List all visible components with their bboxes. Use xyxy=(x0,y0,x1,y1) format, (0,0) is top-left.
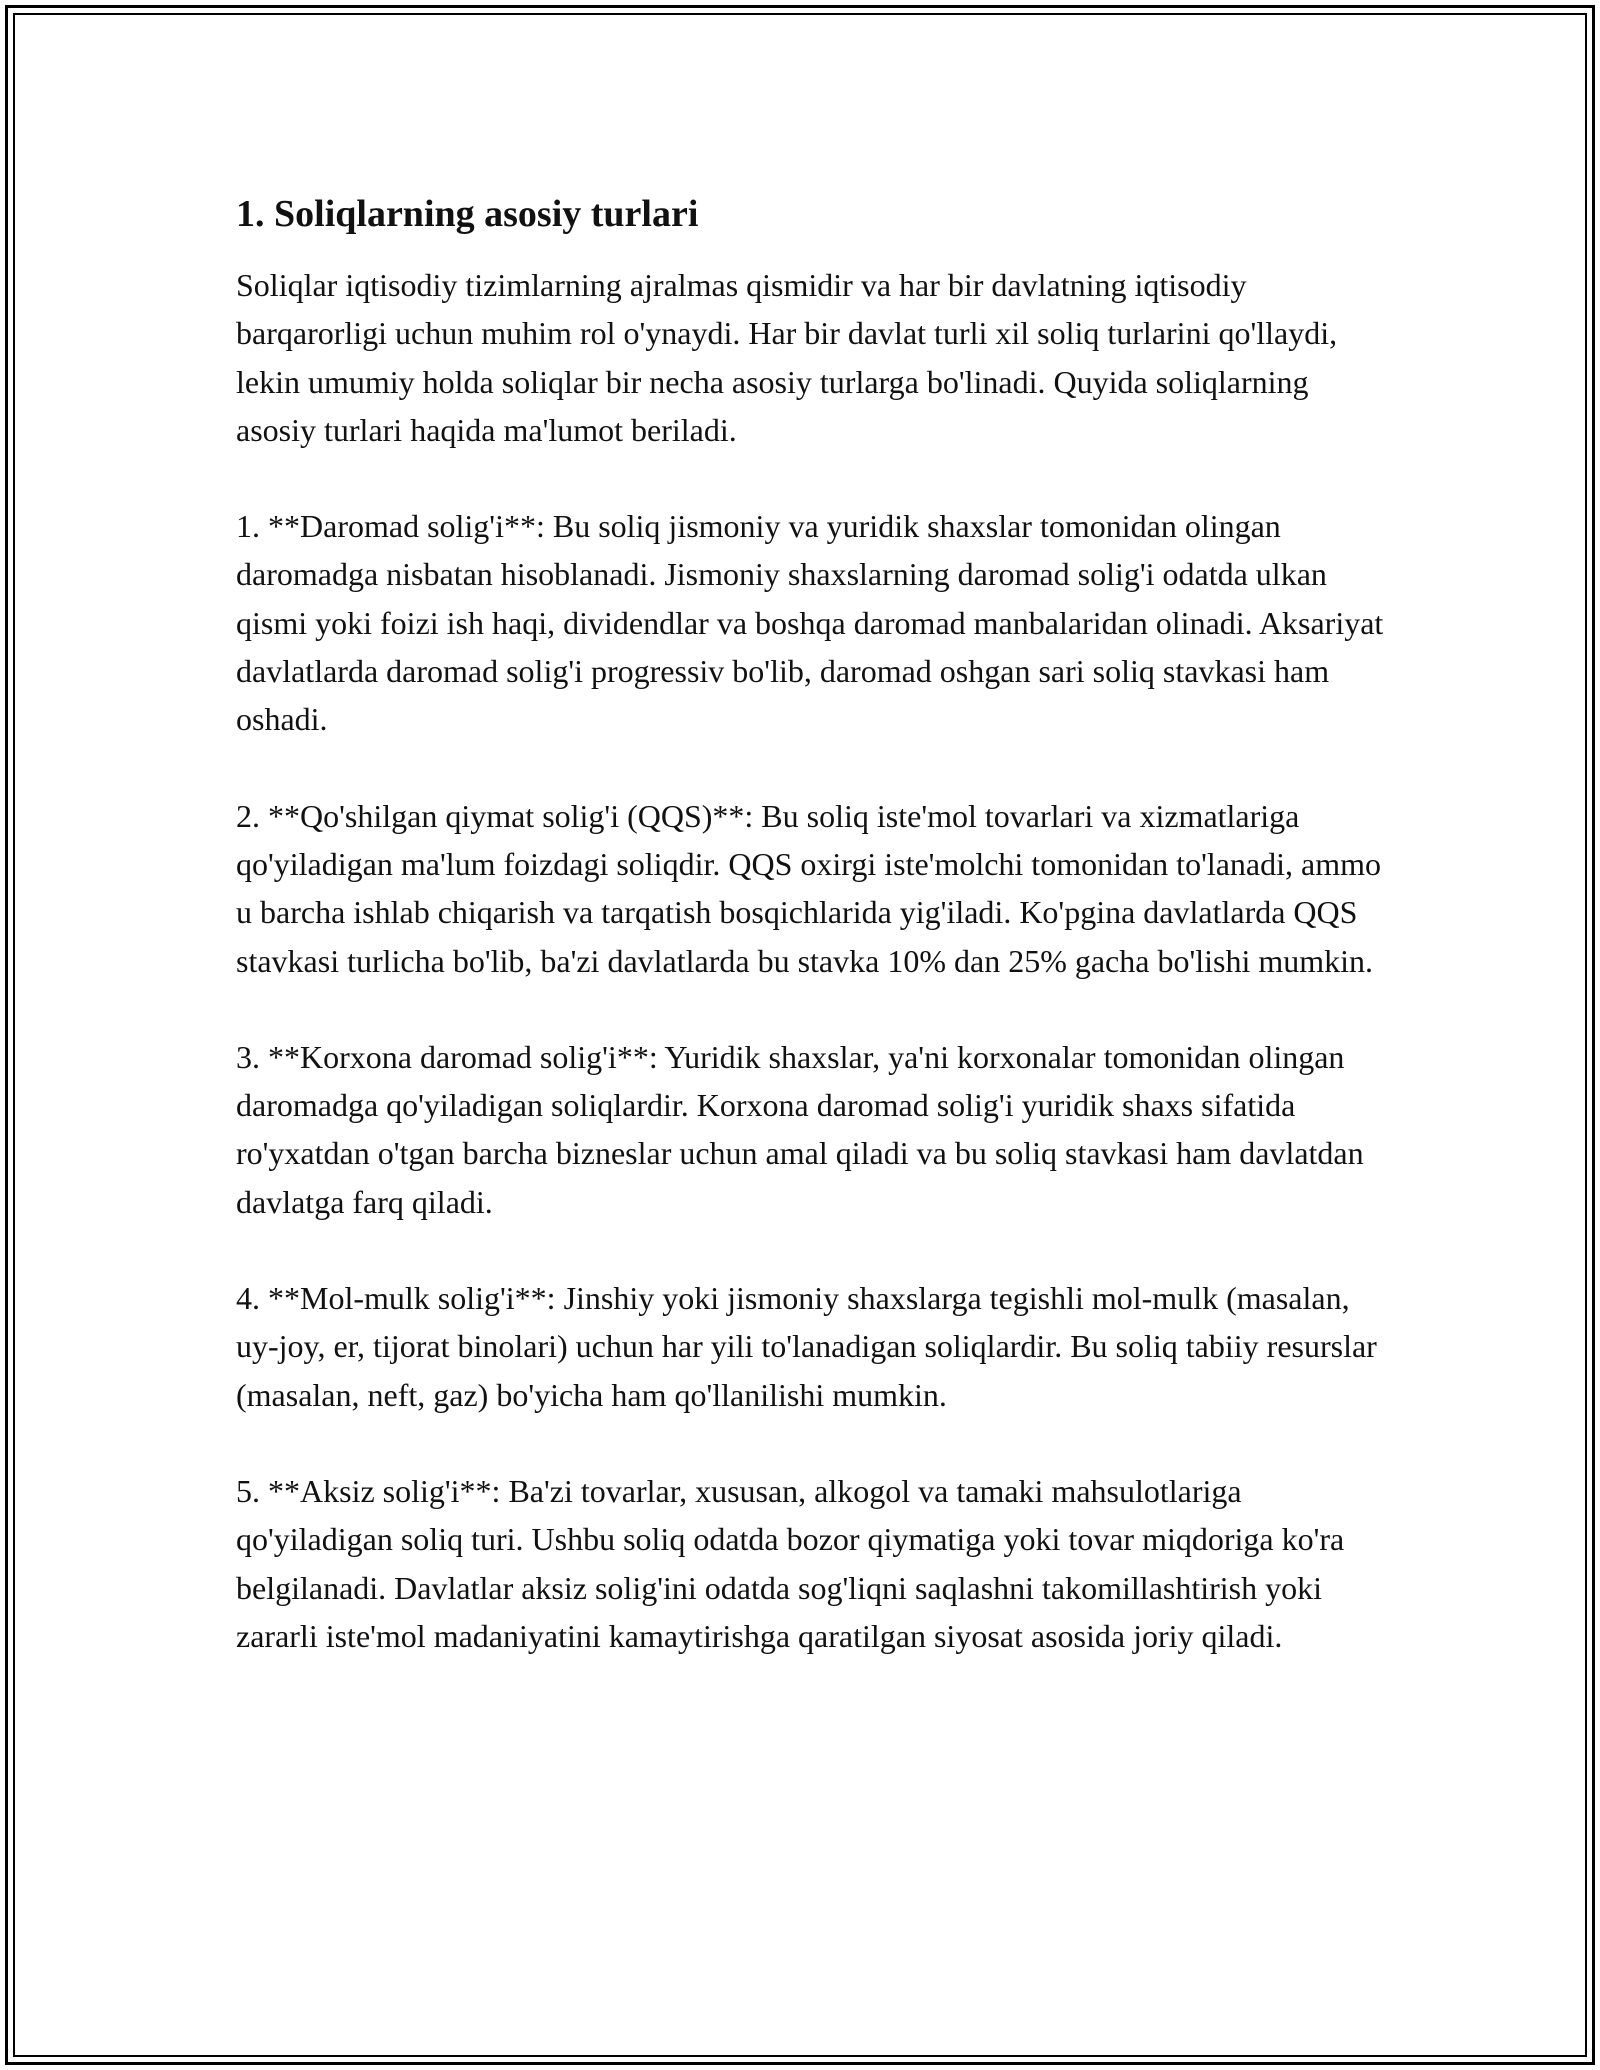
income-tax-paragraph: 1. **Daromad solig'i**: Bu soliq jismoniy va yuridik shaxslar tomonidan olingan daromadga nisbatan hisoblanadi. Jismoniy shaxslarning daromad solig'i odatda ulkan qismi yoki foizi ish haqi, dividendlar va boshqa daromad manbalaridan olinadi. Aksariyat davlatlarda daromad solig'i progressiv bo'lib, daromad oshgan sari soliq stavkasi ham oshadi. xyxy=(236,508,1384,738)
excise-tax-paragraph: 5. **Aksiz solig'i**: Ba'zi tovarlar, xususan, alkogol va tamaki mahsulotlariga qo'yiladigan soliq turi. Ushbu soliq odatda bozor qiymatiga yoki tovar miqdoriga ko'ra belgilanadi. Davlatlar aksiz solig'ini odatda sog'liqni saqlashni takomillashtirish yoki zararli iste'mol madaniyatini kamaytirishga qaratilgan siyosat asosida joriy qiladi. xyxy=(236,1472,1345,1654)
intro-paragraph: Soliqlar iqtisodiy tizimlarning ajralmas qismidir va har bir davlatning iqtisodiy barqarorligi uchun muhim rol o'ynaydi. Har bir davlat turli xil soliq turlarini qo'llaydi, lekin umumiy holda soliqlar bir necha asosiy turlarga bo'linadi. Quyida soliqlarning asosiy turlari haqida ma'lumot beriladi. xyxy=(236,267,1338,448)
vat-paragraph: 2. **Qo'shilgan qiymat solig'i (QQS)**: Bu soliq iste'mol tovarlari va xizmatlariga qo'yiladigan ma'lum foizdagi soliqdir. QQS oxirgi iste'molchi tomonidan to'lanadi, ammo u barcha ishlab chiqarish va tarqatish bosqichlarida yig'iladi. Ko'pgina davlatlarda QQS stavkasi turlicha bo'lib, ba'zi davlatlarda bu stavka 10% dan 25% gacha bo'lishi mumkin. xyxy=(236,797,1381,979)
property-tax-paragraph: 4. **Mol-mulk solig'i**: Jinshiy yoki jismoniy shaxslarga tegishli mol-mulk (masalan, uy-joy, er, tijorat binolari) uchun har yili to'lanadigan soliqlardir. Bu soliq tabiiy resurslar (masalan, neft, gaz) bo'yicha ham qo'llanilishi mumkin. xyxy=(236,1280,1377,1413)
section-heading: 1. Soliqlarning asosiy turlari xyxy=(236,193,699,235)
document-body xyxy=(236,188,1396,1708)
corporate-tax-paragraph: 3. **Korxona daromad solig'i**: Yuridik shaxslar, ya'ni korxonalar tomonidan olingan daromadga qo'yiladigan soliqlardir. Korxona daromad solig'i yuridik shaxs sifatida ro'yxatdan o'tgan barcha bizneslar uchun amal qiladi va bu soliq stavkasi ham davlatdan davlatga farq qiladi. xyxy=(236,1038,1364,1220)
